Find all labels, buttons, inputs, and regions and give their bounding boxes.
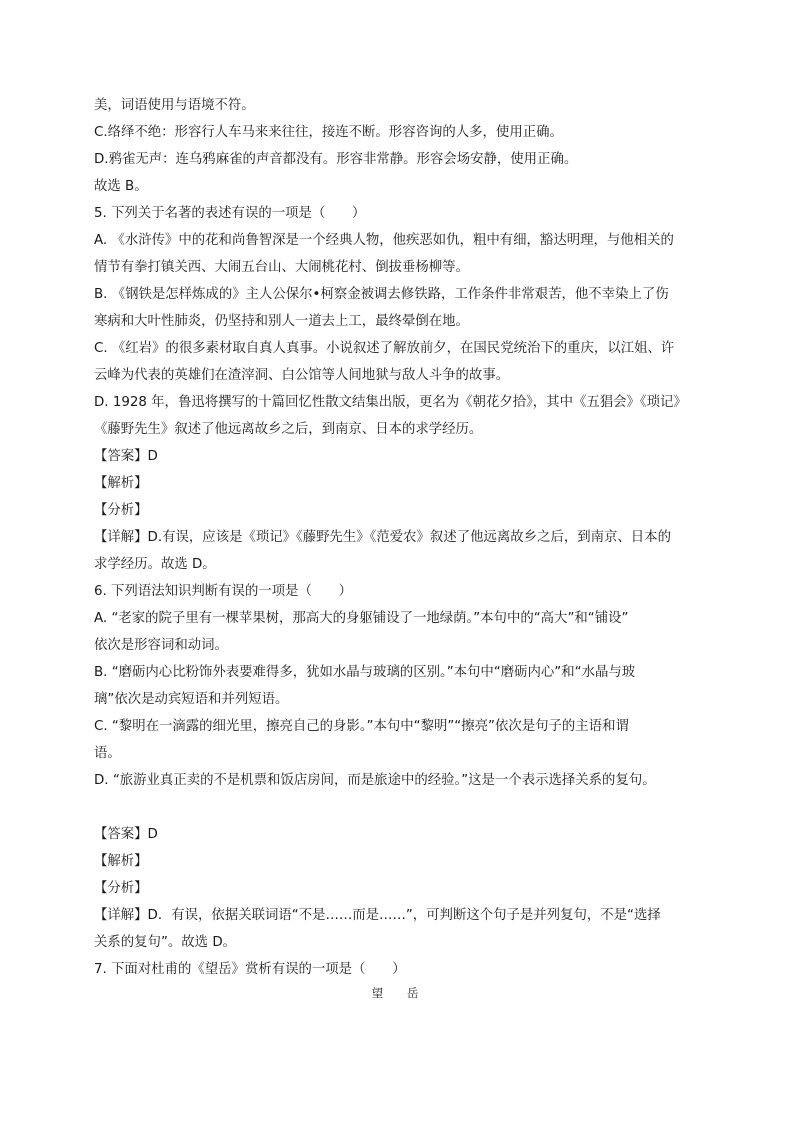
text-line: 寒病和大叶性肺炎，仍坚持和别人一道去上工，最终晕倒在地。	[94, 314, 469, 329]
text-line: 云峰为代表的英雄们在渣滓洞、白公馆等人间地狱与敌人斗争的故事。	[94, 368, 510, 383]
option-d: D. 1928 年，鲁迅将撰写的十篇回忆性散文结集出版，更名为《朝花夕拾》，其中《五猖会》《琐记》	[94, 395, 687, 410]
breakdown-label: 【分析】	[94, 881, 148, 896]
text-line: 情节有拳打镇关西、大闹五台山、大闹桃花村、倒拔垂杨柳等。	[94, 260, 469, 275]
text-line: 璃”依次是动宾短语和并列短语。	[94, 692, 289, 707]
document-page	[94, 92, 706, 1001]
text-line: 求学经历。故选 D。	[94, 557, 216, 572]
analysis-label: 【解析】	[94, 476, 148, 491]
option-d: D. “旅游业真正卖的不是机票和饭店房间，而是旅途中的经验。”这是一个表示选择关系的复句。	[94, 773, 656, 788]
text-line: 语。	[94, 746, 121, 761]
text-line: 关系的复句”。故选 D。	[94, 935, 237, 950]
question-5-stem: 5. 下列关于名著的表述有误的一项是（ ）	[94, 206, 366, 221]
option-a: A. 《水浒传》中的花和尚鲁智深是一个经典人物，他疾恶如仇，粗中有细，豁达明理，与他相关的	[94, 233, 674, 248]
option-c: C. “黎明在一滴露的细光里，擦亮自己的身影。”本句中“黎明”“擦亮”依次是句子的主语和谓	[94, 719, 629, 734]
option-b: B. 《钢铁是怎样炼成的》主人公保尔•柯察金被调去修铁路，工作条件非常艰苦，他不幸染上了伤	[94, 287, 669, 302]
option-a: A. “老家的院子里有一棵苹果树，那高大的身躯铺设了一地绿荫。”本句中的“高大”和“铺设”	[94, 611, 629, 626]
blank-line	[94, 794, 706, 821]
answer-label: 【答案】D	[94, 827, 158, 842]
option-b: B. “磨砺内心比粉饰外表要难得多，犹如水晶与玻璃的区别。”本句中“磨砺内心”和“水晶与玻	[94, 665, 636, 680]
detail-text: 【详解】D．有误，依据关联词语“不是……而是……”，可判断这个句子是并列复句，不是“选择	[94, 908, 661, 923]
breakdown-label: 【分析】	[94, 503, 148, 518]
answer-label: 【答案】D	[94, 449, 158, 464]
detail-text: 【详解】D.有误，应该是《琐记》《藤野先生》《范爱农》叙述了他远离故乡之后，到南京、日本的	[94, 530, 671, 545]
analysis-label: 【解析】	[94, 854, 148, 869]
text-line: 故选 B。	[94, 179, 148, 194]
text-line: 依次是形容词和动词。	[94, 638, 228, 653]
poem-title: 望 岳	[371, 986, 429, 1000]
question-7-stem: 7. 下面对杜甫的《望岳》赏析有误的一项是（ ）	[94, 962, 406, 977]
text-line: 美，词语使用与语境不符。	[94, 98, 255, 113]
question-6-stem: 6. 下列语法知识判断有误的一项是（ ）	[94, 584, 353, 599]
text-line: D.鸦雀无声：连乌鸦麻雀的声音都没有。形容非常静。形容会场安静，使用正确。	[94, 152, 578, 167]
option-c: C. 《红岩》的很多素材取自真人真事。小说叙述了解放前夕，在国民党统治下的重庆，以江姐、许	[94, 341, 675, 356]
text-line: 《藤野先生》叙述了他远离故乡之后，到南京、日本的求学经历。	[94, 422, 483, 437]
text-line: C.络绎不绝：形容行人车马来来往往，接连不断。形容咨询的人多，使用正确。	[94, 125, 563, 140]
